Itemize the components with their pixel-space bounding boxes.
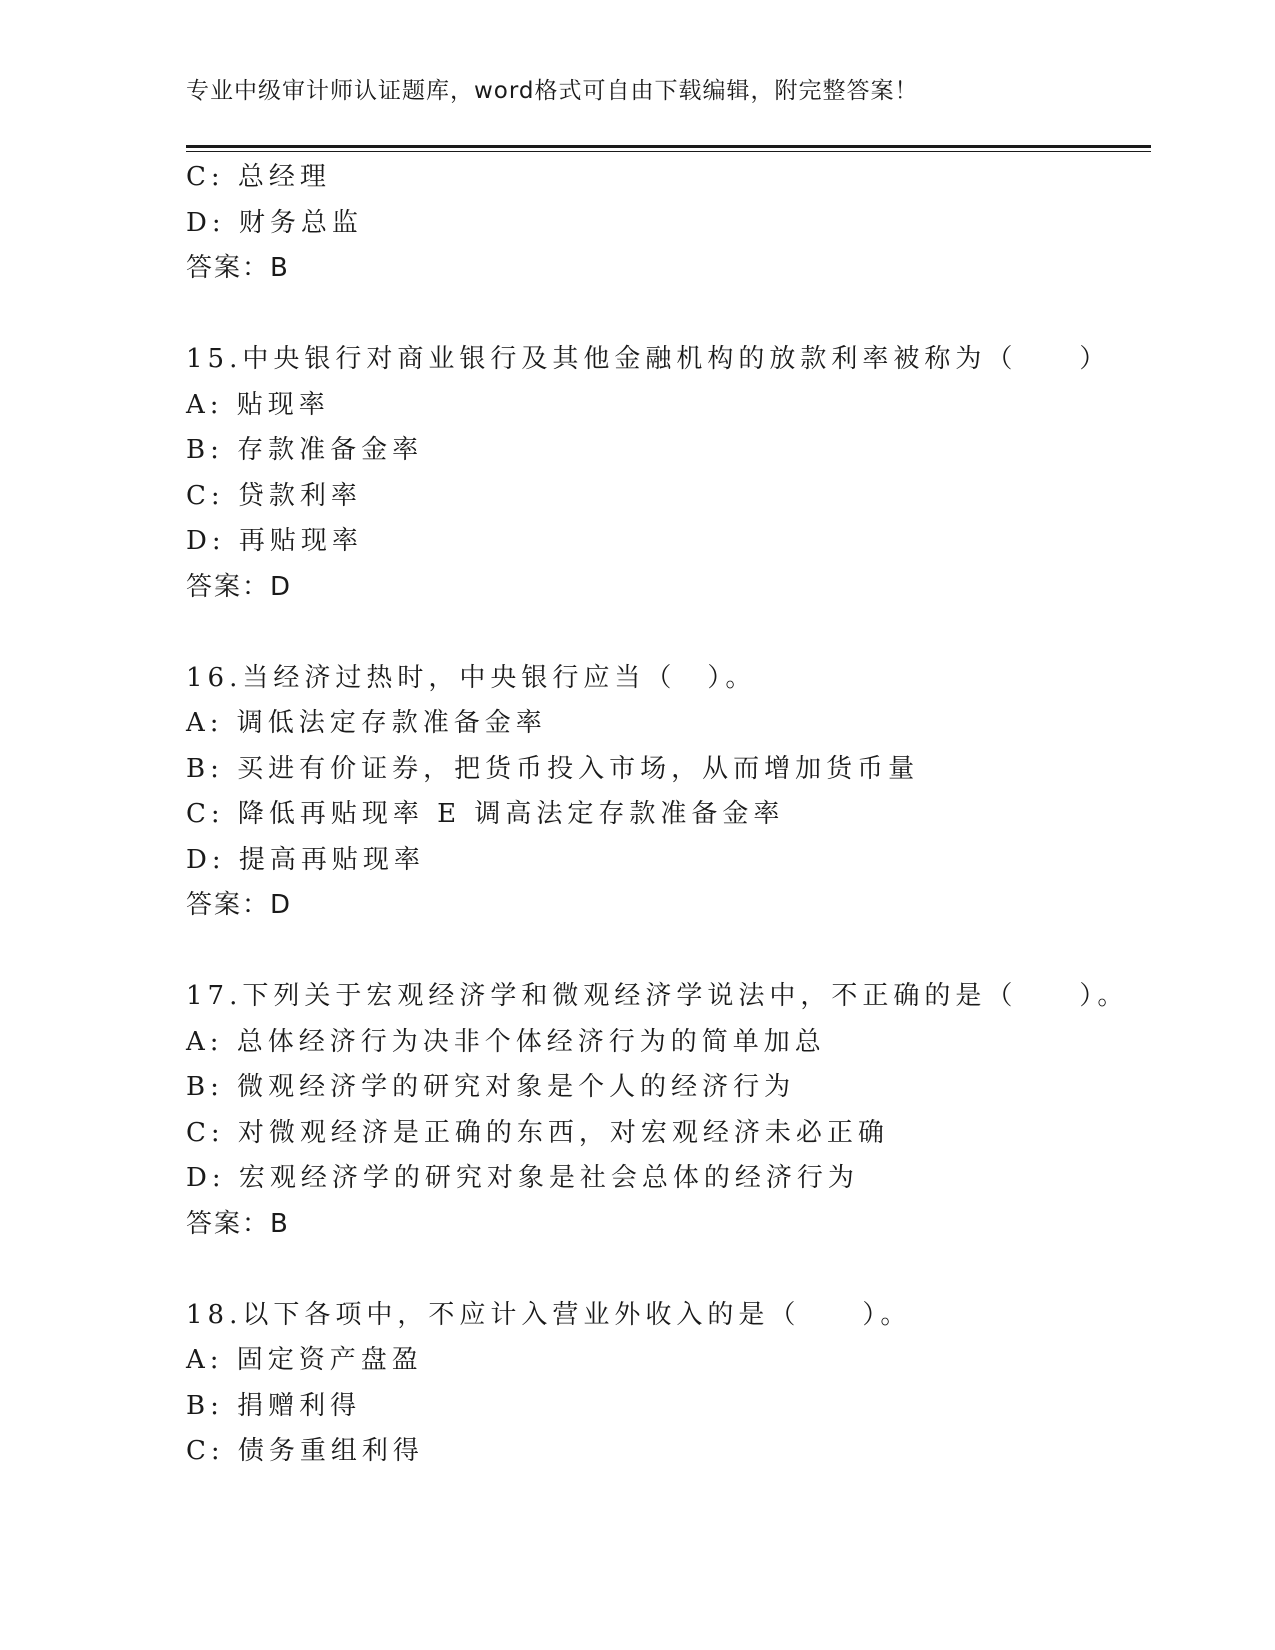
question-15-option-b: B: 存款准备金率 — [186, 435, 424, 465]
question-18-option-a: A: 固定资产盘盈 — [186, 1345, 423, 1375]
spacer — [186, 929, 1151, 975]
question-18-option-b: B: 捐赠利得 — [186, 1390, 362, 1421]
option-d-prev: D: 财务总监 — [186, 207, 363, 238]
spacer — [186, 292, 1151, 338]
question-16-answer: 答案：D — [186, 890, 293, 920]
page-header: 专业中级审计师认证题库，word格式可自由下载编辑，附完整答案！ — [186, 78, 919, 104]
question-17-answer: 答案：B — [186, 1208, 290, 1239]
spacer — [186, 610, 1151, 656]
header-rule-thin — [186, 151, 1151, 152]
question-15-option-c: C: 贷款利率 — [186, 480, 362, 511]
question-17-option-b: B: 微观经济学的研究对象是个人的经济行为 — [186, 1072, 796, 1102]
question-17-option-c: C: 对微观经济是正确的东西，对宏观经济未必正确 — [186, 1117, 889, 1148]
question-17-option-d: D: 宏观经济学的研究对象是社会总体的经济行为 — [186, 1163, 859, 1193]
question-16-option-a: A: 调低法定存款准备金率 — [186, 708, 547, 738]
question-16: 16.当经济过热时，中央银行应当（ ）。 — [186, 662, 757, 693]
question-15-option-a: A: 贴现率 — [186, 389, 330, 420]
question-17-option-a: A: 总体经济行为决非个体经济行为的简单加总 — [186, 1026, 826, 1057]
header-rule-thick — [186, 145, 1151, 148]
answer-prev: 答案：B — [186, 253, 290, 283]
question-body — [186, 155, 1151, 1475]
question-17: 17.下列关于宏观经济学和微观经济学说法中，不正确的是（ ）。 — [186, 981, 1129, 1011]
question-18-option-c: C: 债务重组利得 — [186, 1436, 424, 1466]
question-15-option-d: D: 再贴现率 — [186, 526, 363, 556]
question-18: 18.以下各项中，不应计入营业外收入的是（ ）。 — [186, 1299, 912, 1330]
question-16-option-c: C: 降低再贴现率 E 调高法定存款准备金率 — [186, 799, 785, 829]
question-16-option-b: B: 买进有价证券，把货币投入市场，从而增加货币量 — [186, 753, 920, 784]
question-15-answer: 答案：D — [186, 571, 293, 602]
spacer — [186, 1247, 1151, 1293]
question-15: 15.中央银行对商业银行及其他金融机构的放款利率被称为（ ） — [186, 344, 1111, 374]
option-c-prev: C: 总经理 — [186, 162, 331, 192]
question-16-option-d: D: 提高再贴现率 — [186, 844, 425, 875]
